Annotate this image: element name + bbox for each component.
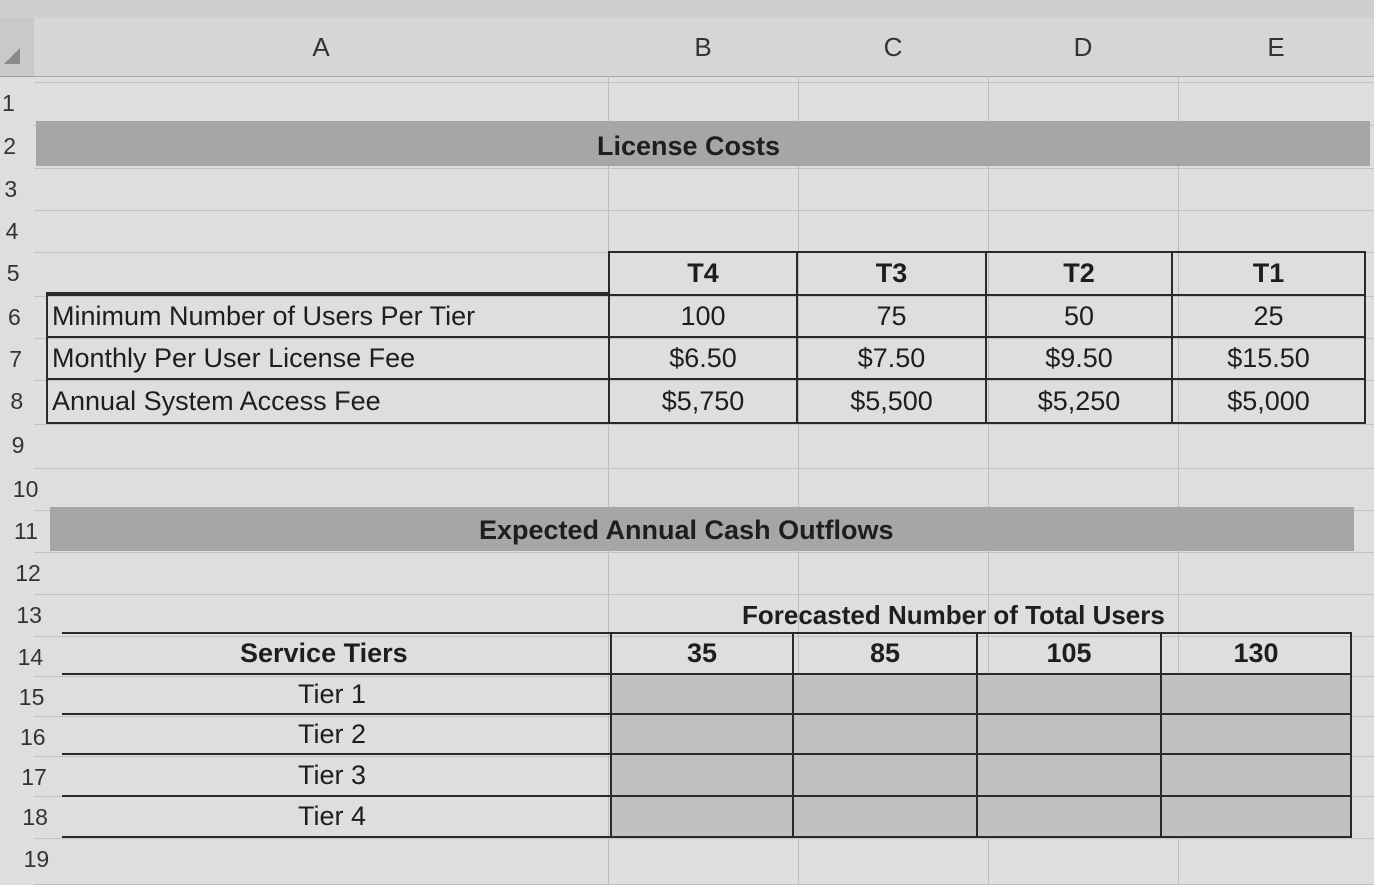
service-tier-label[interactable]: Tier 1 (62, 673, 612, 715)
outflow-input-cell[interactable] (976, 795, 1162, 838)
grid-line-h (34, 552, 1374, 553)
service-tier-label[interactable]: Tier 3 (62, 753, 612, 797)
grid-line-h (34, 210, 1374, 211)
outflow-input-cell[interactable] (1160, 673, 1352, 715)
outflow-input-cell[interactable] (792, 713, 978, 755)
select-all-icon (4, 48, 20, 64)
tier-header-t1[interactable]: T1 (1171, 251, 1366, 296)
user-count-header-105[interactable]: 105 (976, 632, 1162, 675)
tier-header-t2[interactable]: T2 (985, 251, 1173, 296)
row-header-17[interactable]: 17 (21, 764, 47, 790)
column-header-e[interactable]: E (1178, 18, 1374, 77)
outflow-input-cell[interactable] (792, 753, 978, 797)
row-header-18[interactable]: 18 (22, 804, 48, 830)
outflow-input-cell[interactable] (976, 753, 1162, 797)
column-header-b[interactable]: B (608, 18, 799, 77)
row-header-4[interactable]: 4 (5, 218, 19, 244)
row-header-16[interactable]: 16 (20, 724, 46, 750)
license-value-cell[interactable]: $7.50 (796, 336, 987, 380)
row-header-11[interactable]: 11 (14, 518, 38, 544)
service-tier-label[interactable]: Tier 2 (62, 713, 612, 755)
row-header-5[interactable]: 5 (6, 260, 20, 286)
license-value-cell[interactable]: $5,000 (1171, 378, 1366, 424)
outflow-input-cell[interactable] (610, 673, 794, 715)
select-all-corner[interactable] (0, 18, 35, 77)
tier-header-t3[interactable]: T3 (796, 251, 987, 296)
grid-line-h (34, 168, 1374, 169)
column-header-d[interactable]: D (988, 18, 1179, 77)
license-value-cell[interactable]: $6.50 (608, 336, 798, 380)
tier-header-t4[interactable]: T4 (608, 251, 798, 296)
row-header-6[interactable]: 6 (8, 304, 21, 330)
user-count-header-35[interactable]: 35 (610, 632, 794, 675)
forecast-header: Forecasted Number of Total Users (742, 600, 1165, 630)
grid-line-h (34, 468, 1374, 469)
user-count-header-130[interactable]: 130 (1160, 632, 1352, 675)
license-value-cell[interactable]: $5,250 (985, 378, 1173, 424)
column-header-a[interactable]: A (34, 18, 609, 77)
column-header-c[interactable]: C (798, 18, 989, 77)
license-row-label[interactable]: Annual System Access Fee (46, 378, 610, 424)
license-value-cell[interactable]: $9.50 (985, 336, 1173, 380)
outflow-input-cell[interactable] (976, 673, 1162, 715)
license-value-cell[interactable]: 100 (608, 294, 798, 338)
grid-line-h (34, 82, 1374, 83)
outflow-input-cell[interactable] (792, 795, 978, 838)
license-row-label[interactable]: Minimum Number of Users Per Tier (46, 294, 610, 338)
license-value-cell[interactable]: $5,750 (608, 378, 798, 424)
outflow-input-cell[interactable] (792, 673, 978, 715)
license-costs-title: License Costs (597, 131, 781, 161)
grid-line-h (34, 838, 1374, 839)
user-count-header-85[interactable]: 85 (792, 632, 978, 675)
license-value-cell[interactable]: 50 (985, 294, 1173, 338)
outflow-input-cell[interactable] (1160, 795, 1352, 838)
license-value-cell[interactable]: $15.50 (1171, 336, 1366, 380)
cash-outflows-title: Expected Annual Cash Outflows (479, 515, 894, 545)
grid-line-h (34, 594, 1374, 595)
license-row-label[interactable]: Monthly Per User License Fee (46, 336, 610, 380)
license-label-header-blank (46, 251, 610, 294)
row-header-9[interactable]: 9 (11, 432, 25, 458)
outflow-input-cell[interactable] (1160, 713, 1352, 755)
outflow-input-cell[interactable] (1160, 753, 1352, 797)
row-header-8[interactable]: 8 (10, 388, 24, 414)
row-header-14[interactable]: 14 (17, 644, 44, 670)
row-header-12[interactable]: 12 (15, 560, 41, 586)
license-value-cell[interactable]: 25 (1171, 294, 1366, 338)
outflow-input-cell[interactable] (976, 713, 1162, 755)
row-header-7[interactable]: 7 (9, 346, 22, 372)
outflow-input-cell[interactable] (610, 713, 794, 755)
row-header-1[interactable]: 1 (2, 90, 15, 116)
outflow-input-cell[interactable] (610, 753, 794, 797)
service-tier-label[interactable]: Tier 4 (62, 795, 612, 838)
service-tiers-header[interactable]: Service Tiers (62, 632, 612, 675)
license-value-cell[interactable]: 75 (796, 294, 987, 338)
row-header-15[interactable]: 15 (18, 684, 45, 710)
row-header-13[interactable]: 13 (16, 602, 42, 628)
row-header-3[interactable]: 3 (4, 176, 18, 202)
row-header-10[interactable]: 10 (12, 476, 39, 502)
license-value-cell[interactable]: $5,500 (796, 378, 987, 424)
row-header-2[interactable]: 2 (3, 133, 16, 159)
row-header-19[interactable]: 19 (23, 846, 50, 872)
grid-line-h (34, 424, 1374, 425)
outflow-input-cell[interactable] (610, 795, 794, 838)
toolbar-edge (0, 0, 1374, 19)
